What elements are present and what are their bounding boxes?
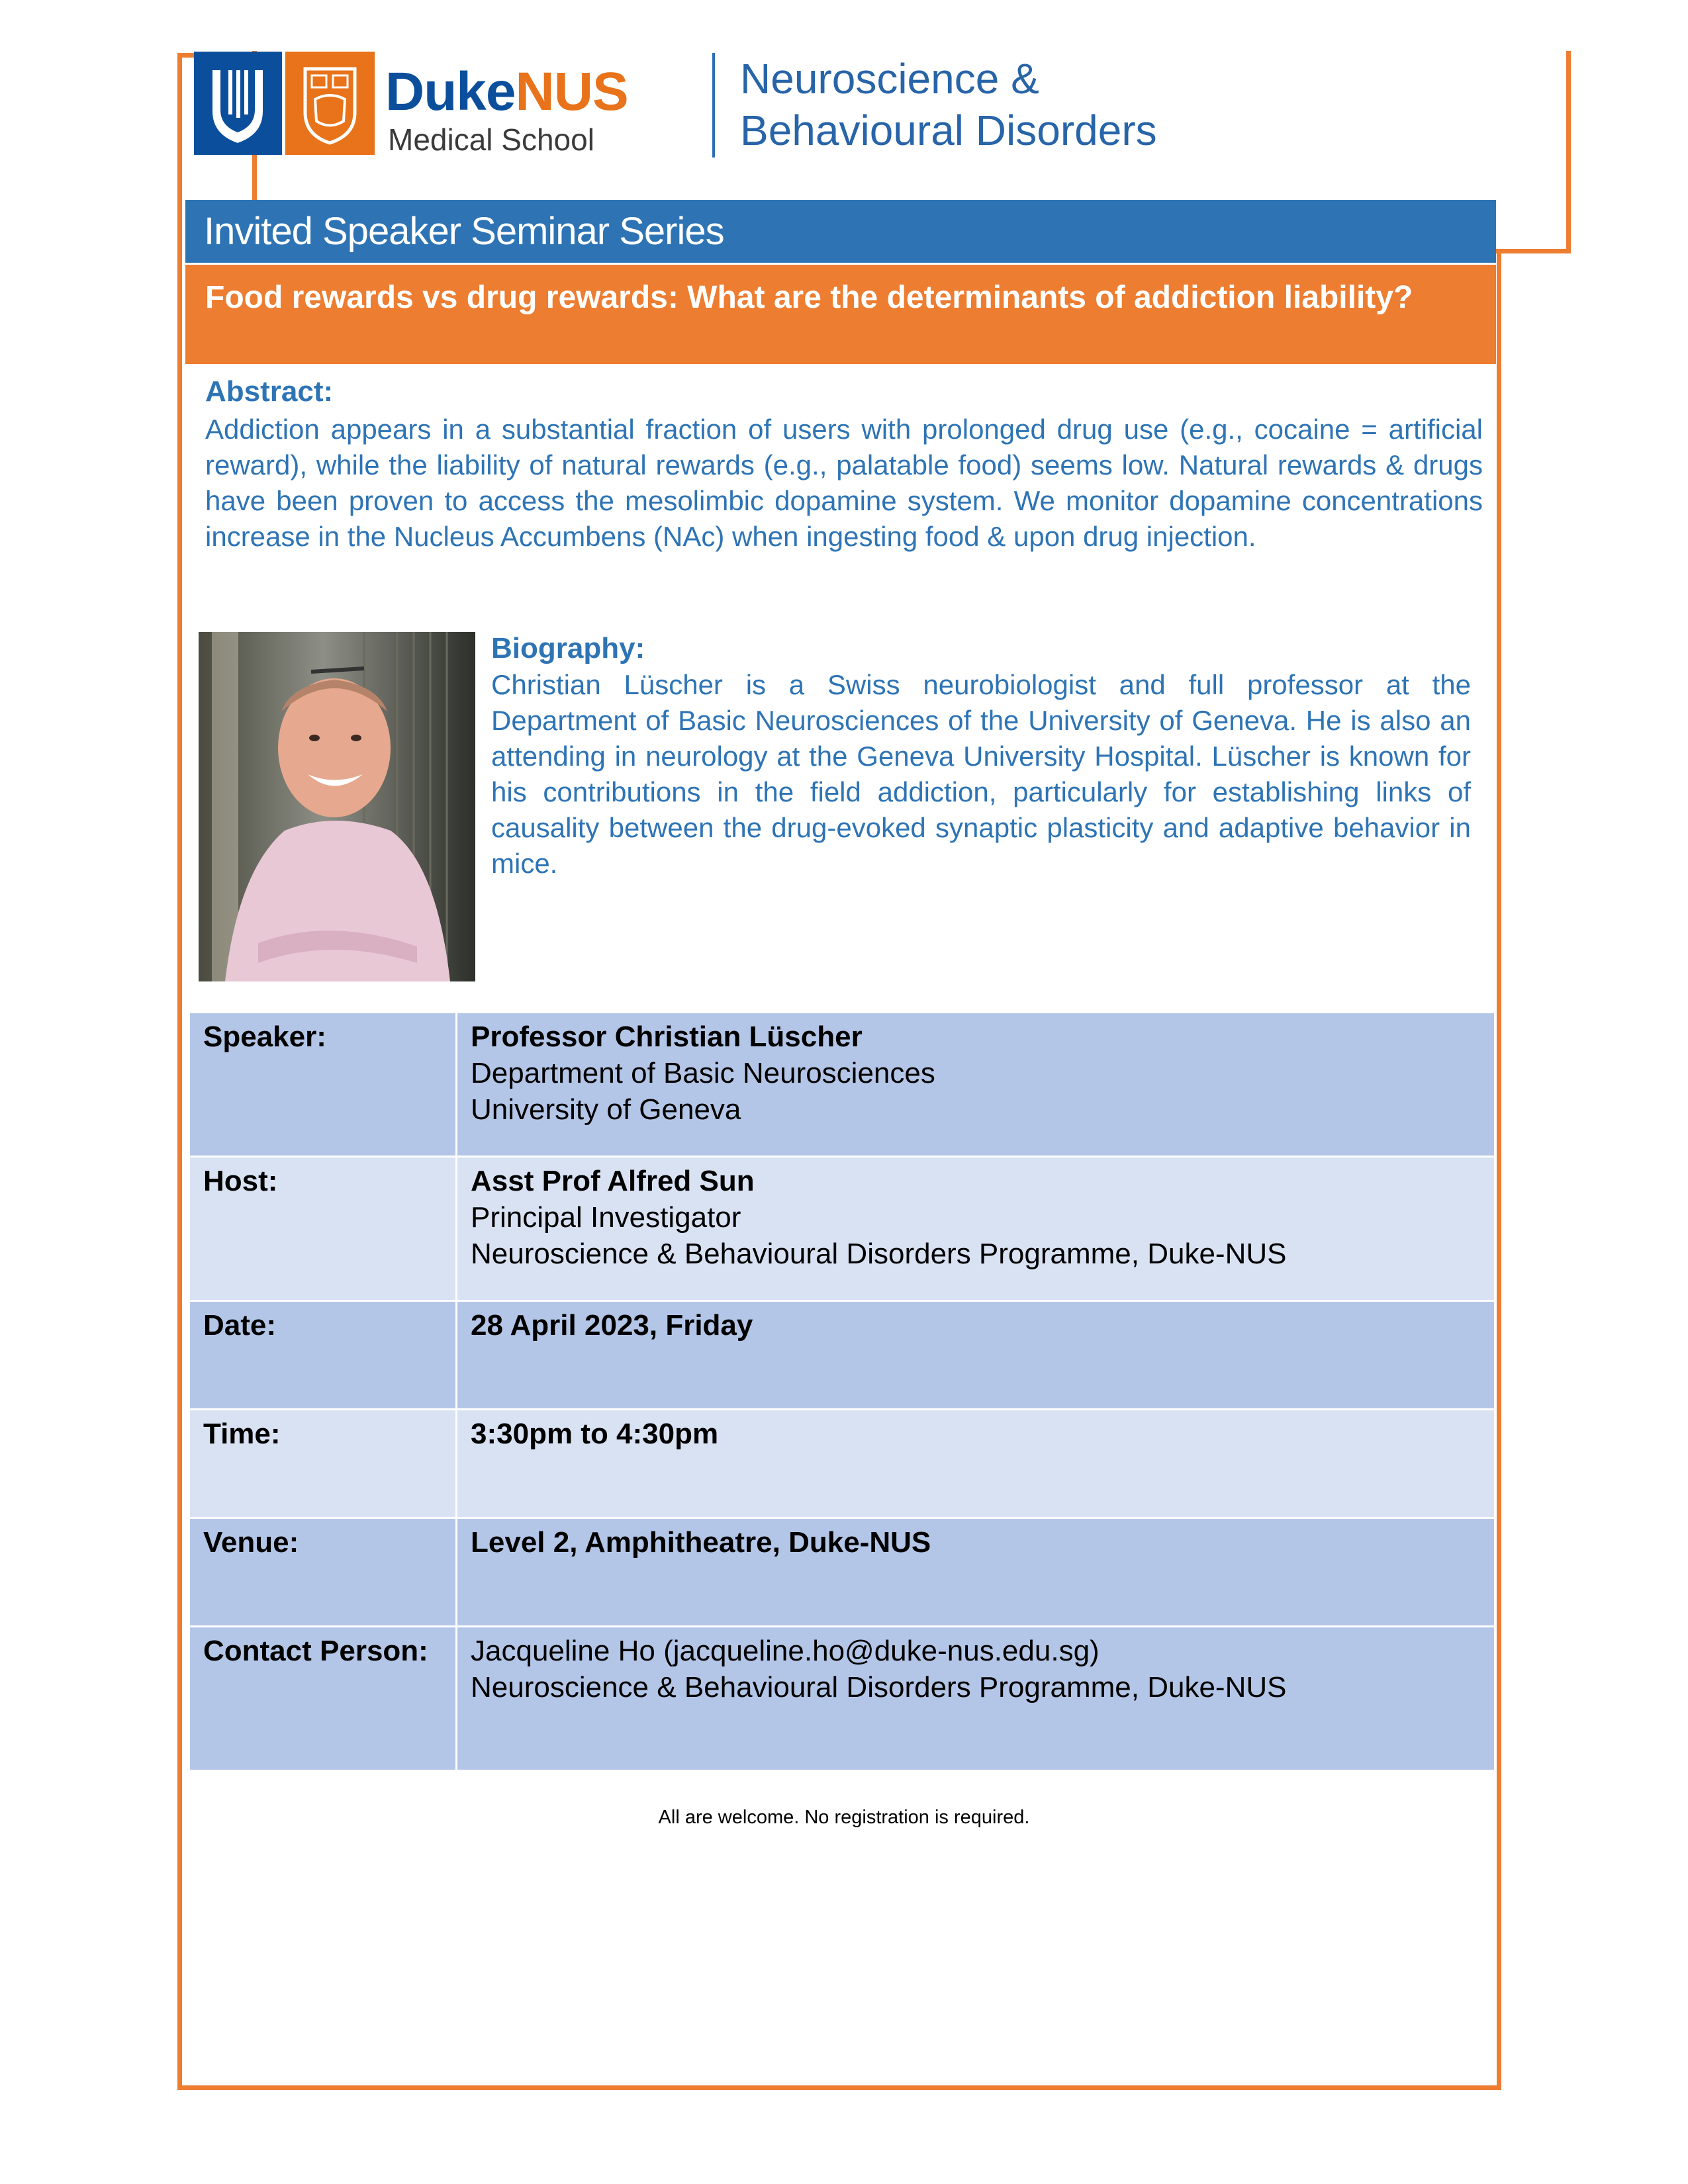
- abstract-heading: Abstract:: [205, 375, 334, 408]
- time-label: Time:: [189, 1410, 457, 1518]
- speaker-label: Speaker:: [189, 1013, 457, 1157]
- table-row-time: [189, 1410, 1495, 1518]
- date-value: 28 April 2023, Friday: [457, 1301, 1495, 1410]
- footer-note: All are welcome. No registration is required.: [658, 1807, 1030, 1828]
- header-divider: [712, 53, 715, 158]
- speaker-value: [457, 1013, 1495, 1157]
- host-label: Host:: [189, 1157, 457, 1301]
- contact-name-email[interactable]: Jacqueline Ho (jacqueline.ho@duke-nus.edu.sg): [471, 1635, 1100, 1667]
- table-row-date: [189, 1301, 1495, 1410]
- host-value: [457, 1157, 1495, 1301]
- contact-label: Contact Person:: [189, 1627, 457, 1771]
- speaker-university: University of Geneva: [471, 1093, 741, 1126]
- biography-heading: Biography:: [491, 632, 645, 664]
- host-name: Asst Prof Alfred Sun: [471, 1165, 755, 1197]
- host-title: Principal Investigator: [471, 1201, 741, 1234]
- speaker-department: Department of Basic Neurosciences: [471, 1057, 935, 1089]
- table-row-speaker: [189, 1013, 1495, 1157]
- nus-crest-logo: [285, 52, 375, 155]
- venue-label: Venue:: [189, 1518, 457, 1627]
- medical-school-label: Medical School: [388, 122, 594, 157]
- duke-shield-logo: [194, 52, 282, 155]
- seminar-details-table: [188, 1011, 1496, 1772]
- department-name: Neuroscience & Behavioural Disorders: [740, 55, 1157, 154]
- venue-value: Level 2, Amphitheatre, Duke-NUS: [457, 1518, 1495, 1627]
- contact-programme: Neuroscience & Behavioural Disorders Programme, Duke-NUS: [471, 1671, 1287, 1704]
- abstract-text: Addiction appears in a substantial fraction of users with prolonged drug use (e.g., cocaine = artificial reward), while the liability of natural rewards (e.g., palatable food) seems low. Natural rewards & drugs have been proven to access the mesolimbic dopamine system. We monitor dopamine concentrations increase in the Nucleus Accumbens (NAc) when ingesting food & upon drug injection.: [205, 414, 1483, 552]
- table-row-host: [189, 1157, 1495, 1301]
- speaker-name: Professor Christian Lüscher: [471, 1021, 863, 1053]
- time-value: 3:30pm to 4:30pm: [457, 1410, 1495, 1518]
- host-programme: Neuroscience & Behavioural Disorders Programme, Duke-NUS: [471, 1238, 1287, 1270]
- seminar-title: Food rewards vs drug rewards: What are the determinants of addiction liability?: [185, 265, 1496, 364]
- speaker-photo: [199, 632, 475, 981]
- table-row-contact: [189, 1627, 1495, 1771]
- dukenus-wordmark: DukeNUS: [385, 62, 628, 122]
- date-label: Date:: [189, 1301, 457, 1410]
- table-row-venue: [189, 1518, 1495, 1627]
- series-banner: Invited Speaker Seminar Series: [185, 200, 1496, 263]
- contact-value: [457, 1627, 1495, 1771]
- biography-text: Christian Lüscher is a Swiss neurobiologist and full professor at the Department of Basic Neurosciences of the University of Geneva. He is also an attending in neurology at the Geneva University Hospital. Lüscher is known for his contributions in the field addiction, particularly for establishing links of causality between the drug-evoked synaptic plasticity and adaptive behavior in mice.: [491, 669, 1471, 879]
